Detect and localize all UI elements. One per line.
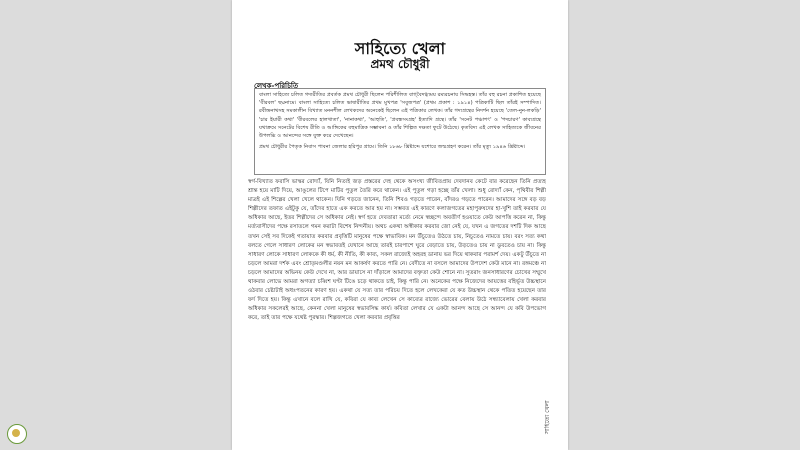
margin-note: সাহিত্যে খেলা — [544, 400, 551, 434]
author-intro-text: বাংলা সাহিত্যে চলিত গদ্যরীতির প্রবর্তক প্রমথ চৌধুরী ছিলেন পরিশীলিত বাগ্‌বৈদগ্ধ্যময় রম্যরচনায় সিদ্ধহস্ত। তাঁর বহু রচনা প্রকাশিত হয়েছে 'বীরবল' ছদ্মনামে। বাংলা সাহিত্যে চলিত ভাষারীতির প্রথম মুখপত্র 'সবুজপত্র' (প্রথম প্রকাশ : ১৯১৪) পত্রিকাটি ছিল তাঁরই সম্পাদিত। রবীন্দ্রনাথসহ সমকালীন বিখ্যাত মননশীল লেখকদের অনেকেই ছিলেন এই পত্রিকার লেখক। তাঁর গদ্যগ্রন্থের নিদর্শন হয়েছে 'তেল-নুন-লকড়ি' 'চার ইয়ারী কথা' 'বীরবলের হালখাতা', 'নানাকথা', 'আহুতি', 'প্রবন্ধসংগ্রহ' ইত্যাদি গ্রন্থে। তাঁর 'সনেট পঞ্চাশৎ' ও 'পদচারণ' কাব্যগ্রন্থে যথাক্রমে সনেটের বিশেষ রীতি ও আঙ্গিকের বহুমাত্রিক সম্ভাবনা ও তাঁর শিল্পিত দক্ষতা ফুটে উঠেছে। কৃতবিদ্য এই লেখক সাহিত্যকে জীবনের উপলব্ধি ও আনন্দের সঙ্গে যুক্ত করে দেখেছেন। — [259, 92, 541, 140]
document-title: সাহিত্যে খেলা — [354, 39, 446, 58]
section-heading: লেখক-পরিচিতি — [254, 82, 299, 90]
document-page — [232, 0, 568, 450]
author-intro-box — [254, 88, 546, 175]
board-seal-icon — [7, 424, 27, 444]
document-author: প্রমথ চৌধুরী — [370, 57, 430, 71]
body-text: স্বর্গ-বিখ্যাত ফরাসি ভাস্কর রোদ্যাঁ, যিনি নিত্যই জড় প্রস্তরের দেহ থেকে অসংখ্য জীবিতপ্রায় দেবদানব কেটে বার করেছেন তিনি প্রত্যহ শ্রান্ত হয়ে মাটি দিয়ে, আঙুলের টিপে মাটির পুতুল তৈরি করে থাকেন। এই পুতুল গড়া হচ্ছে তাঁর খেলা। শুধু রোদ্যাঁ কেন, পৃথিবীর শিল্পী মাত্রই এই শিল্পের খেলা খেলে থাকেন। যিনি গড়তে জানেন, তিনি শিবও গড়তে পারেন, বাঁদরও গড়তে পারেন। আমাদের সঙ্গে বড় বড় শিল্পীদের তফাত এইটুকু যে, তাঁদের হাতে এক করতে আর হয় না। সম্ভবত এই কারণে কলাজগতের মহাপুরুষদের হা-খুশি তাই করবার যে অধিকার আছে, ইতর শিল্পীদের সে অধিকার নেই। স্বর্গ হতে দেবতারা মর্ত্যে নেমে স্বচ্ছন্দে অবতীর্ণ হওয়াতে কেউ আপত্তি করেন না, কিন্তু মর্ত্যবাসীদের পক্ষে রসাতলে গমন করাটা বিশেষ নিন্দনীয়। অথচ একথা অস্বীকার করবার জো নেই যে, যখন এ জগতের দশটি দিক আছে তখন সেই সব দিকেই গতায়াত করবার প্রবৃত্তিটি মানুষের পক্ষে স্বাভাবিক। মন উঁচুতেও উঠতে চায়, নিচুতেও নামতে চায়। বরং সত্য কথা বলতে গেলে সাধারণ লোকের মন স্বভাবতই যেখানে আছে তারই চারপাশে ঘুরে বেড়াতে চায়, উড়তেও চায় না ডুবতেও চায় না। কিন্তু সাধারণ লোকে সাধারণ লোককে কী ধর্ম, কী নীতি, কী কাব্য, সকল রাজ্যেই অহরহ ডানায় ভর দিয়ে থাকবার পরামর্শ দেয়। একটু উঁচুতে না চড়লে আমরা দর্শক এবং শ্রোতৃমণ্ডলীর নয়ন মন আকর্ষণ করতে পারি নে। বেদীতে না বসলে আমাদের উপদেশ কেউ মানে না। রঙ্গমঞ্চে না চড়লে আমাদের অভিনয় কেউ দেখে না, আর ডায়াসে না দাঁড়ালে আমাদের বক্তৃতা কেউ শোনে না। সুতরাং জনসাধারণের চোখের সম্মুখে থাকবার লোভে আমরা অগত্যা চব্বিশ ঘণ্টা টিঙে চড়ে থাকতে চাই, কিন্তু পারি নে। অনেকের পক্ষে নিজেদের আয়ত্তের বহির্ভূত উচ্চস্থানে ওঠবার চেষ্টাটাই অধঃপতনের কারণ হয়। একথা যে সত্য তার পরিচয় দিতে হলে লেখকেরা যে কত উচ্চস্থান থেকে পতিত হয়েছেন তার ফর্দ দিতে হয়। কিন্তু এখানে বলে রাখি যে, কবিরা যে কাব্য লেখেন সে কাব্যের রাজ্যে ভোরের বেলায় উঠে সন্ধ্যাবেলায় খেলা করবার অধিকার সকলেরই আছে, কেননা খেলা মানুষের স্বভাবসিদ্ধ কার্য। কবিতা লেখার যে একটা আনন্দ আছে সে আনন্দ যে কবি উপভোগ করে, তাই তার পক্ষে যথেষ্ট পুরস্কার। শিল্পজগতে খেলা করবার প্রবৃত্তির — [248, 179, 546, 322]
author-intro-footer: প্রমথ চৌধুরীর পৈতৃক নিবাস পাবনা জেলার হরিপুর গ্রামে। তিনি ১৮৬৮ খ্রিষ্টাব্দে যশোরে জন্মগ্রহণ করেন। তাঁর মৃত্যু ১৯৪৬ খ্রিষ্টাব্দে। — [259, 144, 526, 151]
seal-center — [12, 429, 20, 437]
